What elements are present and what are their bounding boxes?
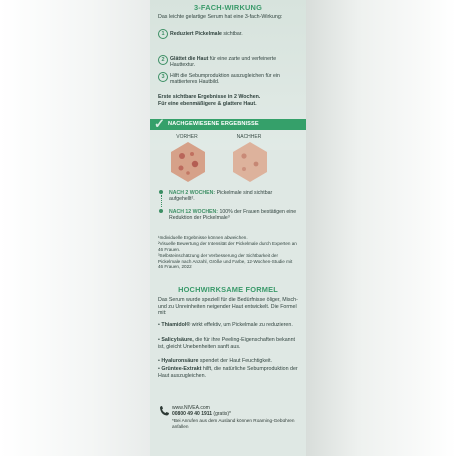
timeline-line	[161, 195, 163, 207]
formula-description: Das Serum wurde speziell für die Bedürfnisse öliger, Misch- und zu Unreinheiten neigender Haut entwickelt. Die Formel mit:	[158, 297, 298, 317]
week-12-result	[169, 209, 299, 222]
check-icon: ✓	[154, 116, 165, 131]
footnote-1: ¹Individuelle Ergebnisse können abweichen.	[158, 235, 248, 240]
footnote-3: ³Selbsteinschätzung der Verbesserung der Sichtbarkeit der Pickelmale nach Anzahl, Größe und Farbe, 12-Wochen-Studie mit 46 Frauen, 2022	[158, 253, 293, 270]
benefit-number-3: 3	[158, 72, 168, 82]
intro-text: Das leichte gelartige Serum hat eine 3-fach-Wirkung:	[158, 14, 283, 20]
footer-phone-note: (gratis)*	[212, 411, 231, 417]
before-skin-image	[168, 142, 208, 182]
week-12-text: 100% der Frauen bestätigen eine Reduktion der Pickelmale³	[169, 209, 297, 222]
ingredient-1: • Thiamidol® wirkt effektiv, um Pickelmale zu reduzieren.	[158, 322, 293, 328]
product-box-panel	[150, 0, 306, 456]
benefit-2-bold: Glättet die Haut	[170, 56, 209, 62]
ingredient-3: • Hyaluronsäure spendet der Haut Feuchtigkeit.	[158, 358, 273, 364]
heading-hochwirksame-formel: HOCHWIRKSAME FORMEL	[178, 285, 278, 294]
timeline-dot-12-weeks	[159, 209, 163, 213]
benefit-1	[170, 31, 300, 37]
footnote-2: ²Visuelle Bewertung der Intensität der Pickelmale durch Experten an 46 Frauen.	[158, 241, 297, 252]
benefit-3-text: Hilft die Sebumproduktion auszugleichen für ein mattierteres Hautbild.	[170, 73, 280, 86]
results-line-1: Erste sichtbare Ergebnisse in 2 Wochen.	[158, 94, 261, 100]
after-skin-image	[230, 142, 270, 182]
background-right	[306, 0, 456, 456]
footer-phone-line	[172, 411, 231, 417]
ingredient-1-name: Thiamidol®	[161, 322, 191, 328]
ingredient-3-name: Hyaluronsäure	[161, 358, 199, 364]
heading-3-fach-wirkung: 3-FACH-WIRKUNG	[193, 3, 263, 12]
week-12-label: NACH 12 WOCHEN:	[169, 209, 218, 215]
phone-icon	[158, 405, 170, 417]
ingredient-1-text: wirkt effektiv, um Pickelmale zu reduzieren.	[190, 322, 293, 328]
before-label: VORHER	[176, 134, 198, 140]
background-left	[0, 0, 150, 456]
ingredient-2-text: die für ihre Peeling-Eigenschaften bekannt ist, gleicht Unebenheiten sanft aus.	[158, 337, 296, 350]
benefit-1-text: sichtbar.	[221, 31, 243, 37]
timeline-dot-2-weeks	[159, 190, 163, 194]
week-2-text: Pickelmale sind sichtbar aufgehellt².	[169, 190, 273, 203]
benefit-2	[170, 56, 300, 69]
ingredient-2: • Salicylsäure, die für ihre Peeling-Eigenschaften bekannt ist, gleicht Unebenheiten sanft aus.	[158, 337, 296, 350]
benefit-number-1: 1	[158, 29, 168, 39]
after-label: NACHHER	[236, 134, 262, 140]
benefit-3	[170, 73, 300, 86]
banner-label: NACHGEWIESENE ERGEBNISSE	[168, 121, 259, 127]
benefit-2-text: für eine zarte und verfeinerte Hauttextur.	[170, 56, 277, 69]
ingredient-4-name: Grüntee-Extrakt	[161, 366, 202, 372]
week-2-label: NACH 2 WOCHEN:	[169, 190, 216, 196]
footer-phone: 00800 49 40 1911	[172, 411, 213, 417]
results-banner	[150, 116, 306, 131]
benefit-number-2: 2	[158, 55, 168, 65]
footer-website: www.NIVEA.com	[172, 405, 210, 411]
ingredient-2-name: Salicylsäure,	[161, 337, 194, 343]
footer-disclaimer: *Bei Anrufen aus dem Ausland können Roaming-Gebühren anfallen	[172, 418, 295, 429]
results-line-2: Für eine ebenmäßigere & glattere Haut.	[158, 101, 257, 107]
ingredient-3-text: spendet der Haut Feuchtigkeit.	[198, 358, 273, 364]
week-2-result	[169, 190, 299, 203]
ingredient-4: • Grüntee-Extrakt hilft, die natürliche Sebumproduktion der Haut auszugleichen.	[158, 366, 298, 379]
benefit-1-bold: Reduziert Pickelmale	[170, 31, 222, 37]
ingredient-4-text: hilft, die natürliche Sebumproduktion der Haut auszugleichen.	[158, 366, 298, 379]
